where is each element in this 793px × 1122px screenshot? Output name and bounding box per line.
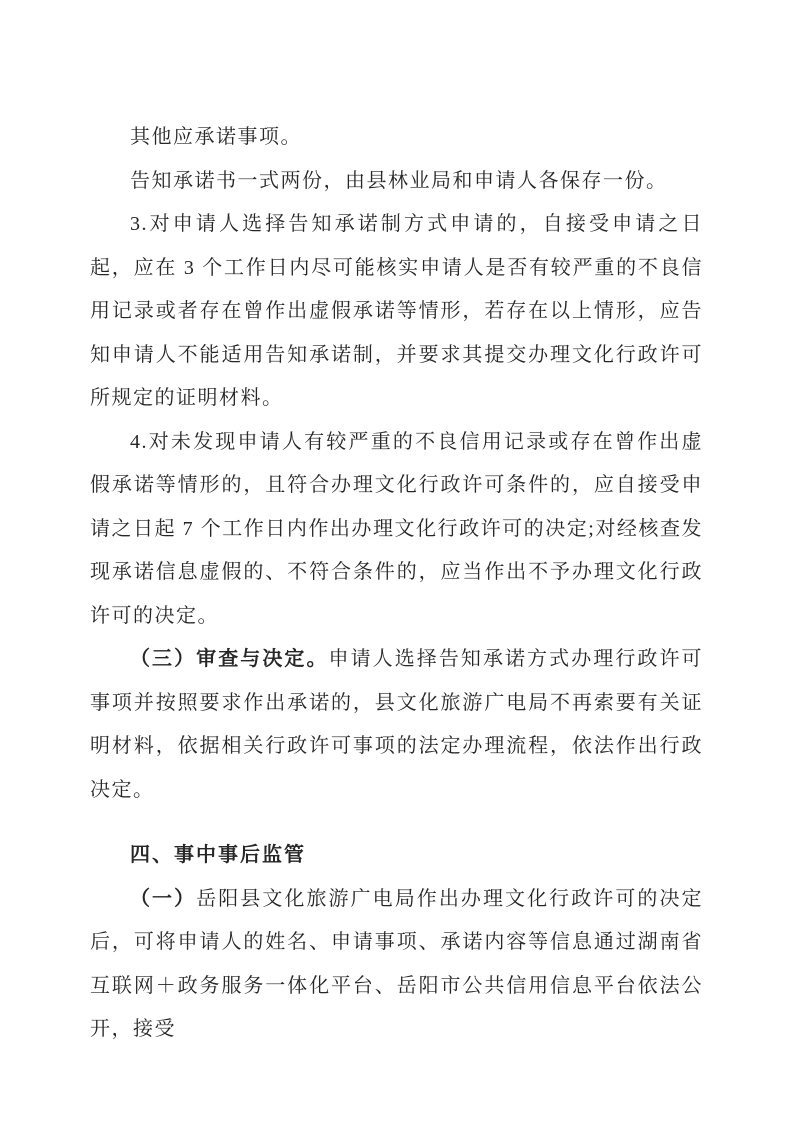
emphasis-text-run: （三）审查与决定。	[130, 648, 329, 670]
paragraph	[90, 878, 703, 1052]
paragraph	[90, 116, 703, 160]
paragraph	[90, 203, 703, 421]
document-text-block	[90, 116, 703, 1052]
text-run: 3.对申请人选择告知承诺制方式申请的，自接受申请之日起，应在 3 个工作日内尽可能核实申请人是否有较严重的不良信用记录或者存在曾作出虚假承诺等情形，若存在以上情形，应告知申请人不能适用告知承诺制，并要求其提交办理文化行政许可所规定的证明材料。	[90, 213, 703, 409]
emphasis-text-run: （一）	[130, 887, 197, 910]
paragraph	[90, 638, 703, 812]
paragraph	[90, 421, 703, 639]
paragraph	[90, 160, 703, 204]
section-heading	[90, 834, 703, 878]
text-run: 其他应承诺事项。	[130, 126, 302, 148]
text-run: 告知承诺书一式两份，由县林业局和申请人各保存一份。	[130, 169, 668, 192]
text-run: 4.对未发现申请人有较严重的不良信用记录或存在曾作出虚假承诺等情形的，且符合办理文化行政许可条件的，应自接受申请之日起 7 个工作日内作出办理文化行政许可的决定;对经核查发现承诺信息虚假的、不符合条件的，应当作出不予办理文化行政许可的决定。	[90, 430, 703, 627]
text-run: 申请人选择告知承诺方式办理行政许可事项并按照要求作出承诺的，县文化旅游广电局不再索要有关证明材料，依据相关行政许可事项的法定办理流程，依法作出行政决定。	[90, 648, 704, 801]
emphasis-text-run: 四、事中事后监管	[130, 844, 306, 866]
text-run: 岳阳县文化旅游广电局作出办理文化行政许可的决定后，可将申请人的姓名、申请事项、承诺内容等信息通过湖南省互联网＋政务服务一体化平台、岳阳市公共信用信息平台依法公开，接受	[90, 887, 704, 1040]
